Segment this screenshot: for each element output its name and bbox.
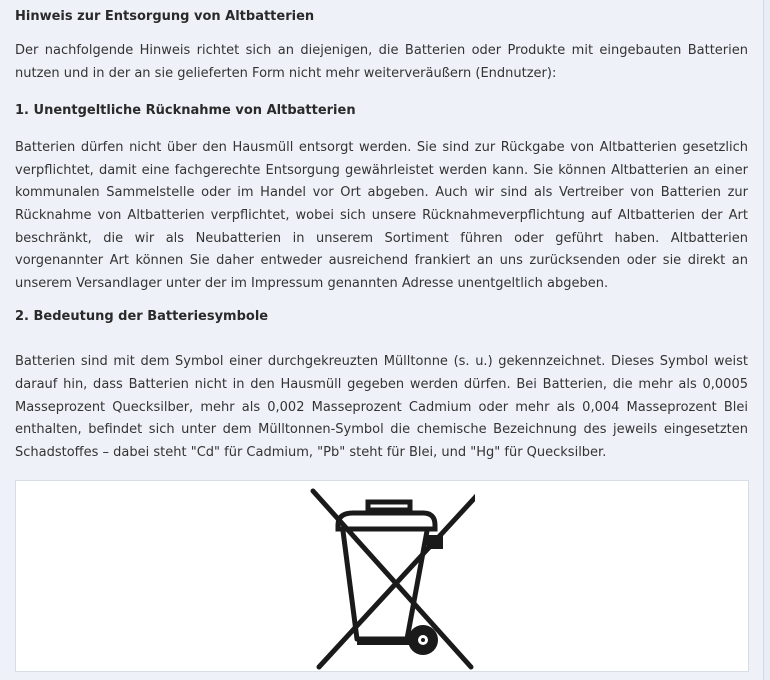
notice-intro: Der nachfolgende Hinweis richtet sich an diejenigen, die Batterien oder Produkte mit eingebauten Batterien nutzen und in der an sie gelieferten Form nicht mehr weiterveräußern (Endnutzer): (15, 43, 748, 81)
symbol-image-box (15, 480, 749, 672)
section-heading-return: 1. Unentgeltliche Rücknahme von Altbatterien (15, 103, 356, 119)
section-text-symbols: Batterien sind mit dem Symbol einer durchgekreuzten Mülltonne (s. u.) gekennzeichnet. Dieses Symbol weist darauf hin, dass Batterien nicht in den Hausmüll gegeben werden dürfen. Bei Batterien, die mehr als 0,0005 Masseprozent Quecksilber, mehr als 0,002 Masseprozent Cadmium oder mehr als 0,004 Masseprozent Blei enthalten, befindet sich unter dem Mülltonnen-Symbol die chemische Bezeichnung des jeweils eingesetzten Schadstoffes – dabei steht "Cd" für Cadmium, "Pb" steht für Blei, und "Hg" für Quecksilber. (15, 354, 748, 460)
section-text-return: Batterien dürfen nicht über den Hausmüll entsorgt werden. Sie sind zur Rückgabe von Altbatterien gesetzlich verpflichtet, damit eine fachgerechte Entsorgung gewährleistet werden kann. Sie können Altbatterien an einer kommunalen Sammelstelle oder im Handel vor Ort abgeben. Auch wir sind als Vertreiber von Batterien zur Rücknahme von Altbatterien verpflichtet, wobei sich unsere Rücknahmeverpflichtung auf Altbatterien der Art beschränkt, die wir als Neubatterien in unserem Sortiment führen oder geführt haben. Altbatterien vorgenannter Art können Sie daher entweder ausreichend frankiert an uns zurücksenden oder sie direkt an unserem Versandlager unter der im Impressum genannten Adresse unentgeltlich abgeben. (15, 140, 748, 291)
crossed-out-wheelie-bin-icon (295, 487, 475, 672)
notice-title: Hinweis zur Entsorgung von Altbatterien (15, 9, 315, 24)
section-heading-symbols: 2. Bedeutung der Batteriesymbole (15, 309, 269, 325)
